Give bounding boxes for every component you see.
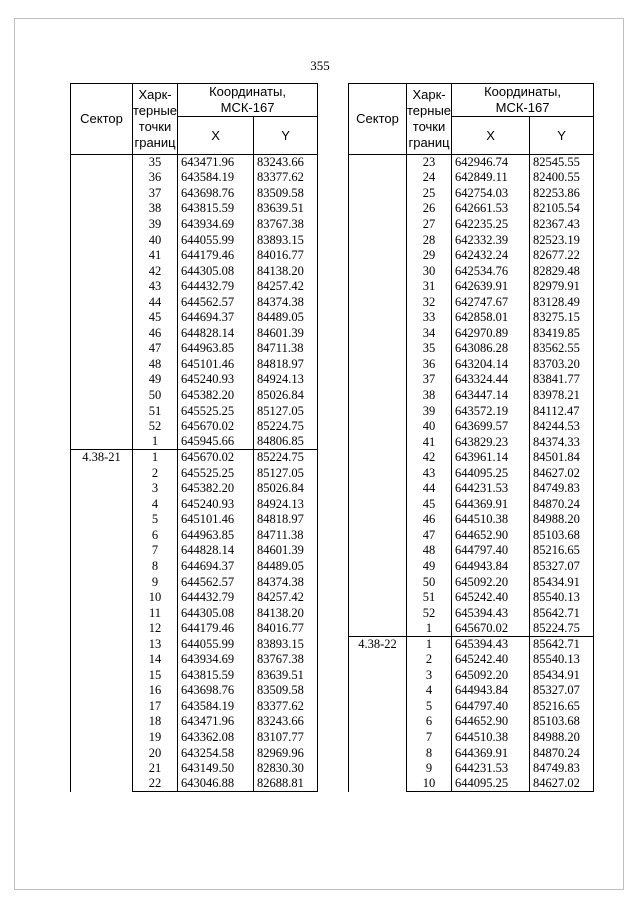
x-cell: 642858.01 [452, 310, 530, 326]
point-cell: 39 [407, 403, 452, 419]
y-cell: 84489.05 [254, 310, 318, 326]
y-cell: 82979.91 [530, 279, 594, 295]
header-x: X [452, 117, 530, 155]
x-cell: 643698.76 [178, 683, 254, 699]
y-cell: 83128.49 [530, 294, 594, 310]
x-cell: 644432.79 [178, 590, 254, 606]
x-cell: 643447.14 [452, 388, 530, 404]
x-cell: 644369.91 [452, 745, 530, 761]
point-cell: 24 [407, 170, 452, 186]
point-cell: 44 [407, 481, 452, 497]
x-cell: 645525.25 [178, 403, 254, 419]
sector-cell: 4.38-21 [71, 450, 133, 792]
y-cell: 82105.54 [530, 201, 594, 217]
y-cell: 82829.48 [530, 263, 594, 279]
sector-cell: 4.38-22 [349, 636, 407, 791]
y-cell: 84489.05 [254, 559, 318, 575]
x-cell: 644562.57 [178, 294, 254, 310]
point-cell: 41 [407, 434, 452, 450]
y-cell: 84749.83 [530, 481, 594, 497]
header-points: Харк- терные точки границ [407, 84, 452, 155]
y-cell: 83509.58 [254, 186, 318, 202]
x-cell: 643149.50 [178, 761, 254, 777]
y-cell: 84112.47 [530, 403, 594, 419]
table-body-left [71, 155, 318, 792]
point-cell: 19 [133, 730, 178, 746]
y-cell: 85026.84 [254, 481, 318, 497]
point-cell: 40 [133, 232, 178, 248]
x-cell: 642235.25 [452, 217, 530, 233]
point-cell: 28 [407, 232, 452, 248]
y-cell: 82253.86 [530, 186, 594, 202]
x-cell: 642661.53 [452, 201, 530, 217]
y-cell: 84257.42 [254, 590, 318, 606]
coordinates-table-right [348, 83, 594, 792]
point-cell: 5 [407, 699, 452, 715]
point-cell: 35 [407, 341, 452, 357]
point-cell: 7 [407, 730, 452, 746]
x-cell: 645101.46 [178, 512, 254, 528]
x-cell: 642747.67 [452, 294, 530, 310]
point-cell: 18 [133, 714, 178, 730]
point-cell: 23 [407, 155, 452, 171]
point-cell: 22 [133, 776, 178, 792]
x-cell: 644694.37 [178, 559, 254, 575]
x-cell: 643471.96 [178, 714, 254, 730]
point-cell: 46 [407, 512, 452, 528]
point-cell: 14 [133, 652, 178, 668]
point-cell: 40 [407, 419, 452, 435]
x-cell: 644652.90 [452, 528, 530, 544]
sector-cell [71, 155, 133, 450]
x-cell: 643471.96 [178, 155, 254, 171]
y-cell: 82545.55 [530, 155, 594, 171]
point-cell: 45 [133, 310, 178, 326]
point-cell: 41 [133, 248, 178, 264]
y-cell: 82677.22 [530, 248, 594, 264]
point-cell: 42 [407, 450, 452, 466]
point-cell: 2 [133, 465, 178, 481]
y-cell: 83419.85 [530, 326, 594, 342]
y-cell: 83639.51 [254, 201, 318, 217]
x-cell: 645240.93 [178, 497, 254, 513]
point-cell: 38 [407, 388, 452, 404]
x-cell: 645240.93 [178, 372, 254, 388]
x-cell: 643584.19 [178, 170, 254, 186]
y-cell: 84016.77 [254, 621, 318, 637]
y-cell: 85540.13 [530, 590, 594, 606]
y-cell: 83893.15 [254, 232, 318, 248]
point-cell: 12 [133, 621, 178, 637]
x-cell: 642849.11 [452, 170, 530, 186]
x-cell: 643699.57 [452, 419, 530, 435]
coordinates-table-left [70, 83, 318, 792]
x-cell: 645394.43 [452, 636, 530, 652]
point-cell: 15 [133, 668, 178, 684]
x-cell: 643204.14 [452, 357, 530, 373]
y-cell: 84138.20 [254, 605, 318, 621]
sector-cell [349, 155, 407, 637]
y-cell: 82367.43 [530, 217, 594, 233]
point-cell: 1 [133, 450, 178, 466]
y-cell: 84601.39 [254, 543, 318, 559]
page-number: 355 [310, 58, 330, 73]
y-cell: 82688.81 [254, 776, 318, 792]
x-cell: 645670.02 [452, 621, 530, 637]
point-cell: 50 [407, 574, 452, 590]
point-cell: 4 [133, 497, 178, 513]
x-cell: 642970.89 [452, 326, 530, 342]
x-cell: 645092.20 [452, 574, 530, 590]
x-cell: 644943.84 [452, 683, 530, 699]
x-cell: 644652.90 [452, 714, 530, 730]
y-cell: 84818.97 [254, 357, 318, 373]
point-cell: 1 [407, 636, 452, 652]
x-cell: 644510.38 [452, 730, 530, 746]
x-cell: 644179.46 [178, 621, 254, 637]
y-cell: 83841.77 [530, 372, 594, 388]
y-cell: 84501.84 [530, 450, 594, 466]
x-cell: 643086.28 [452, 341, 530, 357]
y-cell: 84374.33 [530, 434, 594, 450]
y-cell: 85026.84 [254, 388, 318, 404]
point-cell: 16 [133, 683, 178, 699]
y-cell: 84988.20 [530, 730, 594, 746]
y-cell: 83377.62 [254, 699, 318, 715]
point-cell: 37 [407, 372, 452, 388]
y-cell: 85434.91 [530, 668, 594, 684]
point-cell: 47 [407, 528, 452, 544]
point-cell: 3 [133, 481, 178, 497]
y-cell: 84749.83 [530, 761, 594, 777]
x-cell: 644562.57 [178, 574, 254, 590]
header-sector: Сектор [349, 84, 407, 155]
point-cell: 13 [133, 636, 178, 652]
point-cell: 49 [407, 559, 452, 575]
point-cell: 3 [407, 668, 452, 684]
x-cell: 642534.76 [452, 263, 530, 279]
point-cell: 10 [407, 776, 452, 792]
x-cell: 642432.24 [452, 248, 530, 264]
y-cell: 84711.38 [254, 341, 318, 357]
point-cell: 47 [133, 341, 178, 357]
y-cell: 82400.55 [530, 170, 594, 186]
point-cell: 30 [407, 263, 452, 279]
x-cell: 642946.74 [452, 155, 530, 171]
point-cell: 48 [133, 357, 178, 373]
point-cell: 38 [133, 201, 178, 217]
point-cell: 8 [407, 745, 452, 761]
x-cell: 644797.40 [452, 543, 530, 559]
point-cell: 52 [133, 419, 178, 435]
x-cell: 643046.88 [178, 776, 254, 792]
x-cell: 645394.43 [452, 605, 530, 621]
point-cell: 17 [133, 699, 178, 715]
point-cell: 6 [407, 714, 452, 730]
point-cell: 29 [407, 248, 452, 264]
x-cell: 643584.19 [178, 699, 254, 715]
header-coords: Координаты, МСК-167 [452, 84, 594, 117]
x-cell: 643934.69 [178, 652, 254, 668]
x-cell: 644231.53 [452, 761, 530, 777]
point-cell: 34 [407, 326, 452, 342]
y-cell: 84627.02 [530, 465, 594, 481]
x-cell: 643829.23 [452, 434, 530, 450]
x-cell: 642332.39 [452, 232, 530, 248]
y-cell: 83639.51 [254, 668, 318, 684]
x-cell: 644095.25 [452, 465, 530, 481]
point-cell: 49 [133, 372, 178, 388]
point-cell: 44 [133, 294, 178, 310]
point-cell: 20 [133, 745, 178, 761]
y-cell: 83767.38 [254, 217, 318, 233]
x-cell: 644828.14 [178, 543, 254, 559]
x-cell: 644305.08 [178, 263, 254, 279]
x-cell: 644963.85 [178, 528, 254, 544]
y-cell: 84711.38 [254, 528, 318, 544]
x-cell: 645242.40 [452, 590, 530, 606]
x-cell: 644510.38 [452, 512, 530, 528]
y-cell: 84244.53 [530, 419, 594, 435]
y-cell: 85127.05 [254, 465, 318, 481]
x-cell: 643572.19 [452, 403, 530, 419]
point-cell: 7 [133, 543, 178, 559]
x-cell: 645242.40 [452, 652, 530, 668]
table-row [71, 155, 318, 171]
y-cell: 85216.65 [530, 543, 594, 559]
y-cell: 83562.55 [530, 341, 594, 357]
table-body-right [349, 155, 594, 792]
point-cell: 52 [407, 605, 452, 621]
point-cell: 33 [407, 310, 452, 326]
y-cell: 83243.66 [254, 714, 318, 730]
point-cell: 9 [407, 761, 452, 777]
point-cell: 27 [407, 217, 452, 233]
y-cell: 84627.02 [530, 776, 594, 792]
y-cell: 84818.97 [254, 512, 318, 528]
point-cell: 1 [133, 434, 178, 450]
y-cell: 84870.24 [530, 497, 594, 513]
y-cell: 82523.19 [530, 232, 594, 248]
table-row [71, 450, 318, 466]
x-cell: 645670.02 [178, 419, 254, 435]
x-cell: 643698.76 [178, 186, 254, 202]
point-cell: 51 [407, 590, 452, 606]
header-points: Харк- терные точки границ [133, 84, 178, 155]
point-cell: 37 [133, 186, 178, 202]
point-cell: 42 [133, 263, 178, 279]
y-cell: 85103.68 [530, 714, 594, 730]
x-cell: 644231.53 [452, 481, 530, 497]
y-cell: 83107.77 [254, 730, 318, 746]
y-cell: 83703.20 [530, 357, 594, 373]
point-cell: 9 [133, 574, 178, 590]
y-cell: 84924.13 [254, 497, 318, 513]
x-cell: 643961.14 [452, 450, 530, 466]
x-cell: 642639.91 [452, 279, 530, 295]
y-cell: 83893.15 [254, 636, 318, 652]
y-cell: 83978.21 [530, 388, 594, 404]
y-cell: 85216.65 [530, 699, 594, 715]
point-cell: 45 [407, 497, 452, 513]
point-cell: 48 [407, 543, 452, 559]
point-cell: 36 [407, 357, 452, 373]
y-cell: 83767.38 [254, 652, 318, 668]
x-cell: 644963.85 [178, 341, 254, 357]
y-cell: 85540.13 [530, 652, 594, 668]
point-cell: 25 [407, 186, 452, 202]
x-cell: 644828.14 [178, 326, 254, 342]
x-cell: 644095.25 [452, 776, 530, 792]
point-cell: 43 [133, 279, 178, 295]
point-cell: 2 [407, 652, 452, 668]
x-cell: 644055.99 [178, 636, 254, 652]
x-cell: 645945.66 [178, 434, 254, 450]
x-cell: 645670.02 [178, 450, 254, 466]
x-cell: 643362.08 [178, 730, 254, 746]
x-cell: 644797.40 [452, 699, 530, 715]
point-cell: 32 [407, 294, 452, 310]
point-cell: 26 [407, 201, 452, 217]
x-cell: 643254.58 [178, 745, 254, 761]
y-cell: 83243.66 [254, 155, 318, 171]
point-cell: 1 [407, 621, 452, 637]
header-sector: Сектор [71, 84, 133, 155]
y-cell: 84870.24 [530, 745, 594, 761]
point-cell: 6 [133, 528, 178, 544]
y-cell: 82830.30 [254, 761, 318, 777]
x-cell: 644179.46 [178, 248, 254, 264]
point-cell: 36 [133, 170, 178, 186]
y-cell: 85327.07 [530, 559, 594, 575]
header-y: Y [530, 117, 594, 155]
x-cell: 643815.59 [178, 201, 254, 217]
x-cell: 644432.79 [178, 279, 254, 295]
point-cell: 11 [133, 605, 178, 621]
y-cell: 85224.75 [530, 621, 594, 637]
point-cell: 51 [133, 403, 178, 419]
point-cell: 50 [133, 388, 178, 404]
header-x: X [178, 117, 254, 155]
y-cell: 84988.20 [530, 512, 594, 528]
y-cell: 83275.15 [530, 310, 594, 326]
y-cell: 84924.13 [254, 372, 318, 388]
x-cell: 643815.59 [178, 668, 254, 684]
y-cell: 84257.42 [254, 279, 318, 295]
point-cell: 31 [407, 279, 452, 295]
y-cell: 84374.38 [254, 294, 318, 310]
point-cell: 4 [407, 683, 452, 699]
point-cell: 35 [133, 155, 178, 171]
x-cell: 642754.03 [452, 186, 530, 202]
point-cell: 39 [133, 217, 178, 233]
y-cell: 84138.20 [254, 263, 318, 279]
y-cell: 85224.75 [254, 419, 318, 435]
header-y: Y [254, 117, 318, 155]
y-cell: 84016.77 [254, 248, 318, 264]
point-cell: 46 [133, 326, 178, 342]
header-coords: Координаты, МСК-167 [178, 84, 318, 117]
x-cell: 645092.20 [452, 668, 530, 684]
x-cell: 644055.99 [178, 232, 254, 248]
y-cell: 83377.62 [254, 170, 318, 186]
x-cell: 644943.84 [452, 559, 530, 575]
y-cell: 85434.91 [530, 574, 594, 590]
point-cell: 43 [407, 465, 452, 481]
point-cell: 8 [133, 559, 178, 575]
x-cell: 645382.20 [178, 388, 254, 404]
y-cell: 85224.75 [254, 450, 318, 466]
x-cell: 645382.20 [178, 481, 254, 497]
y-cell: 85642.71 [530, 636, 594, 652]
y-cell: 85127.05 [254, 403, 318, 419]
y-cell: 84806.85 [254, 434, 318, 450]
table-row [349, 155, 594, 171]
y-cell: 85103.68 [530, 528, 594, 544]
y-cell: 82969.96 [254, 745, 318, 761]
y-cell: 84374.38 [254, 574, 318, 590]
y-cell: 84601.39 [254, 326, 318, 342]
table-row [349, 636, 594, 652]
x-cell: 643324.44 [452, 372, 530, 388]
x-cell: 644305.08 [178, 605, 254, 621]
x-cell: 643934.69 [178, 217, 254, 233]
x-cell: 644694.37 [178, 310, 254, 326]
point-cell: 10 [133, 590, 178, 606]
y-cell: 85327.07 [530, 683, 594, 699]
x-cell: 645525.25 [178, 465, 254, 481]
y-cell: 83509.58 [254, 683, 318, 699]
y-cell: 85642.71 [530, 605, 594, 621]
x-cell: 644369.91 [452, 497, 530, 513]
point-cell: 21 [133, 761, 178, 777]
point-cell: 5 [133, 512, 178, 528]
x-cell: 645101.46 [178, 357, 254, 373]
